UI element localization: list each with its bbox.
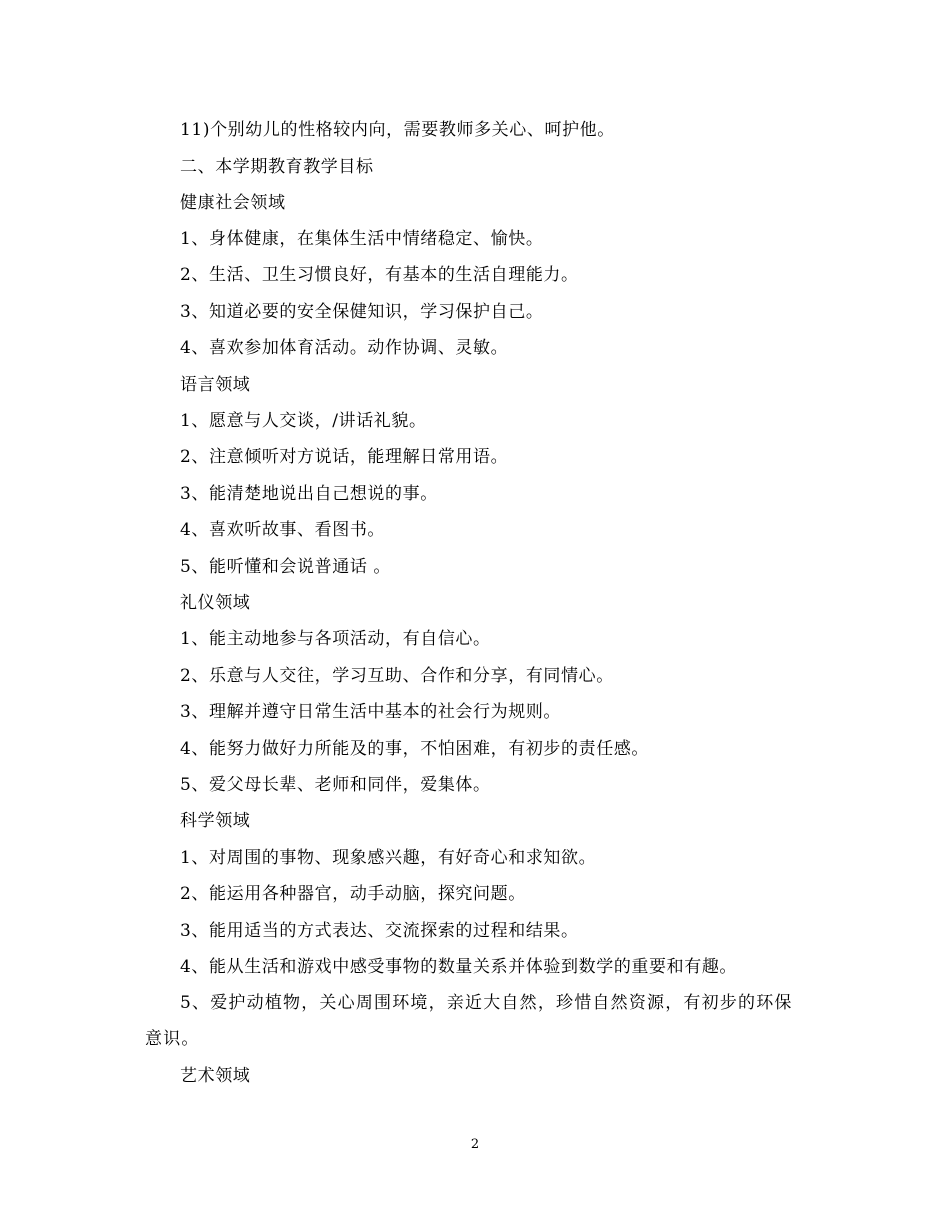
- list-item: 5、爱父母长辈、老师和同伴，爱集体。: [180, 775, 491, 795]
- list-item: 4、喜欢听故事、看图书。: [180, 520, 386, 540]
- list-item: 4、能努力做好力所能及的事，不怕困难，有初步的责任感。: [180, 739, 650, 759]
- list-item: 3、能清楚地说出自己想说的事。: [180, 484, 438, 504]
- list-item: 3、知道必要的安全保健知识，学习保护自己。: [180, 302, 544, 322]
- list-item: 5、爱护动植物，关心周围环境，亲近大自然，珍惜自然资源，有初步的环保意识。: [145, 993, 793, 1049]
- page-number: 2: [470, 1137, 480, 1152]
- list-item: 1、对周围的事物、现象感兴趣，有好奇心和求知欲。: [180, 848, 597, 868]
- list-item: 4、喜欢参加体育活动。动作协调、灵敏。: [180, 338, 509, 358]
- list-item: 2、乐意与人交往，学习互助、合作和分享，有同情心。: [180, 666, 614, 686]
- domain-heading: 语言领域: [180, 375, 251, 395]
- domain-heading: 科学领域: [180, 811, 251, 831]
- list-item: 3、能用适当的方式表达、交流探索的过程和结果。: [180, 921, 579, 941]
- domain-heading: 健康社会领域: [180, 193, 286, 213]
- list-item: 4、能从生活和游戏中感受事物的数量关系并体验到数学的重要和有趣。: [180, 957, 738, 977]
- list-item: 2、注意倾听对方说话，能理解日常用语。: [180, 447, 509, 467]
- domain-heading: 礼仪领域: [180, 593, 251, 613]
- list-item: 1、身体健康，在集体生活中情绪稳定、愉快。: [180, 229, 544, 249]
- list-item: 1、愿意与人交谈，/讲话礼貌。: [180, 411, 427, 431]
- list-item: 2、生活、卫生习惯良好，有基本的生活自理能力。: [180, 265, 579, 285]
- list-item: 3、理解并遵守日常生活中基本的社会行为规则。: [180, 702, 562, 722]
- list-item: 1、能主动地参与各项活动，有自信心。: [180, 629, 491, 649]
- paragraph-line: 11)个别幼儿的性格较内向，需要教师多关心、呵护他。: [180, 120, 615, 140]
- domain-heading: 艺术领域: [180, 1066, 251, 1086]
- list-item: 5、能听懂和会说普通话 。: [180, 557, 392, 577]
- list-item: 2、能运用各种器官，动手动脑，探究问题。: [180, 884, 526, 904]
- section-heading: 二、本学期教育教学目标: [180, 157, 374, 177]
